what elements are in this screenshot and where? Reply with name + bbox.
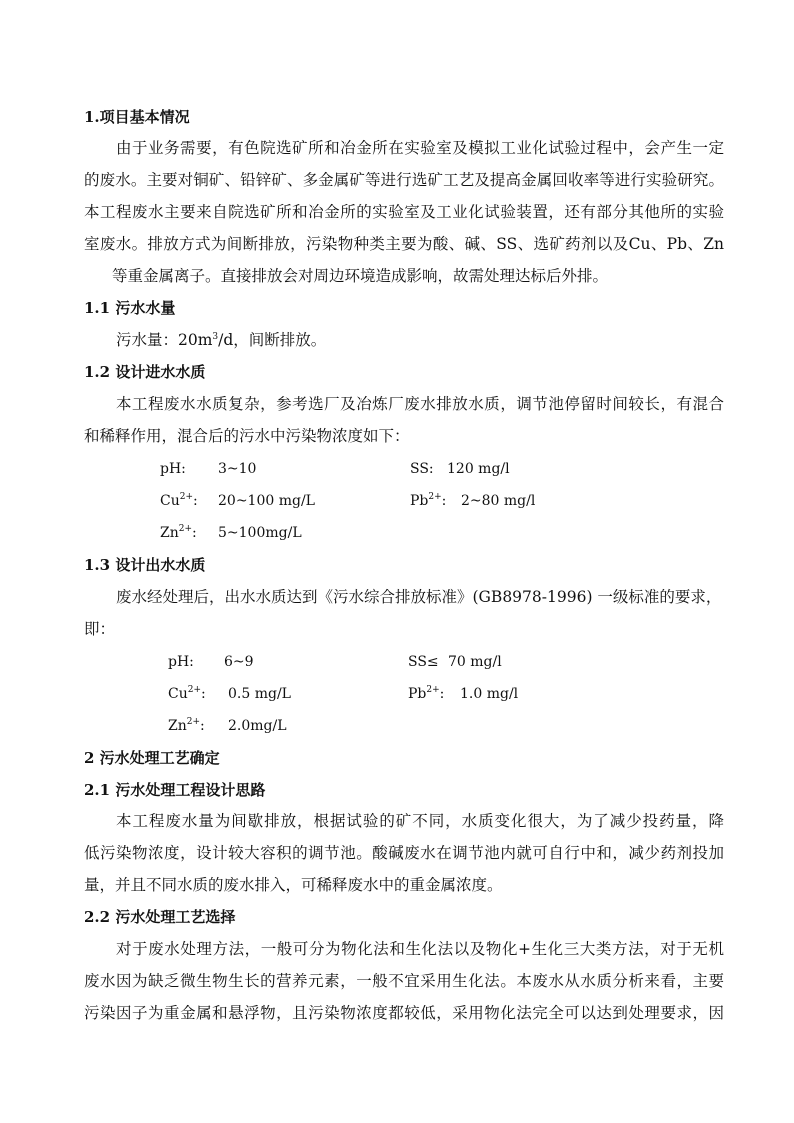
outlet-pb-value: 1.0 mg/l: [460, 686, 519, 702]
inlet-ph-label: pH:: [160, 461, 186, 477]
inlet-cu-label: $Cu^{2+}$:: [160, 492, 198, 509]
inlet-ph-value: 3~10: [218, 461, 257, 477]
paragraph-line: 即：: [84, 620, 116, 638]
section-1-1-title: 1.1 污水水量: [84, 299, 176, 317]
outlet-ss-value: 70 mg/l: [448, 654, 502, 670]
paragraph-line: 废水经处理后，出水水质达到《污水综合排放标准》(GB8978-1996) 一级标准的要求，: [116, 588, 722, 606]
paragraph-line: 由于业务需要，有色院选矿所和冶金所在实验室及模拟工业化试验过程中，会产生一定: [116, 139, 724, 157]
paragraph-line: 量，并且不同水质的废水排入，可稀释废水中的重金属浓度。: [84, 876, 503, 894]
section-1-2-title: 1.2 设计进水水质: [84, 363, 206, 381]
section-2-title: 2 污水处理工艺确定: [84, 749, 220, 767]
wastewater-volume: 污水量：$20m^3/d$，间断排放。: [116, 331, 327, 349]
paragraph-line: 室废水。排放方式为间断排放，污染物种类主要为酸、碱、SS、选矿药剂以及Cu、Pb、Zn: [84, 235, 724, 253]
section-2-1-title: 2.1 污水处理工程设计思路: [84, 781, 266, 799]
section-1-title: 1.项目基本情况: [84, 108, 190, 126]
paragraph-line: 等重金属离子。直接排放会对周边环境造成影响，故需处理达标后外排。: [112, 267, 609, 285]
outlet-pb-label: $Pb^{2+}$:: [408, 685, 445, 702]
outlet-cu-label: $Cu^{2+}$:: [168, 685, 206, 702]
inlet-ss-label: SS:: [410, 461, 434, 477]
section-1-3-title: 1.3 设计出水水质: [84, 556, 206, 574]
outlet-cu-value: 0.5 mg/L: [228, 686, 291, 702]
paragraph-line: 本工程废水水质复杂，参考选厂及冶炼厂废水排放水质，调节池停留时间较长，有混合: [116, 395, 724, 413]
outlet-zn-value: 2.0mg/L: [228, 718, 287, 734]
paragraph-line: 对于废水处理方法，一般可分为物化法和生化法以及物化+生化三大类方法，对于无机: [116, 940, 724, 958]
paragraph-line: 废水因为缺乏微生物生长的营养元素，一般不宜采用生化法。本废水从水质分析来看，主要: [84, 972, 724, 990]
paragraph-line: 的废水。主要对铜矿、铅锌矿、多金属矿等进行选矿工艺及提高金属回收率等进行实验研究。: [84, 171, 724, 189]
outlet-ph-value: 6~9: [224, 654, 254, 670]
inlet-pb-value: 2~80 mg/l: [461, 493, 536, 509]
section-2-2-title: 2.2 污水处理工艺选择: [84, 908, 236, 926]
inlet-zn-value: 5~100mg/L: [218, 525, 302, 541]
paragraph-line: 本工程废水量为间歇排放，根据试验的矿不同，水质变化很大，为了减少投药量，降: [116, 812, 724, 830]
outlet-ph-label: pH:: [168, 654, 194, 670]
inlet-pb-label: $Pb^{2+}$:: [410, 492, 447, 509]
outlet-ss-label: SS≤: [408, 654, 439, 670]
inlet-zn-label: $Zn^{2+}$:: [160, 524, 197, 541]
paragraph-line: 和稀释作用，混合后的污水中污染物浓度如下：: [84, 427, 410, 445]
paragraph-line: 低污染物浓度，设计较大容积的调节池。酸碱废水在调节池内就可自行中和，减少药剂投加: [84, 844, 724, 862]
inlet-cu-value: 20~100 mg/L: [218, 493, 315, 509]
inlet-ss-value: 120 mg/l: [447, 461, 510, 477]
paragraph-line: 本工程废水主要来自院选矿所和冶金所的实验室及工业化试验装置，还有部分其他所的实验: [84, 203, 724, 221]
outlet-zn-label: $Zn^{2+}$:: [168, 717, 205, 734]
paragraph-line: 污染因子为重金属和悬浮物，且污染物浓度都较低，采用物化法完全可以达到处理要求，因: [84, 1004, 724, 1022]
